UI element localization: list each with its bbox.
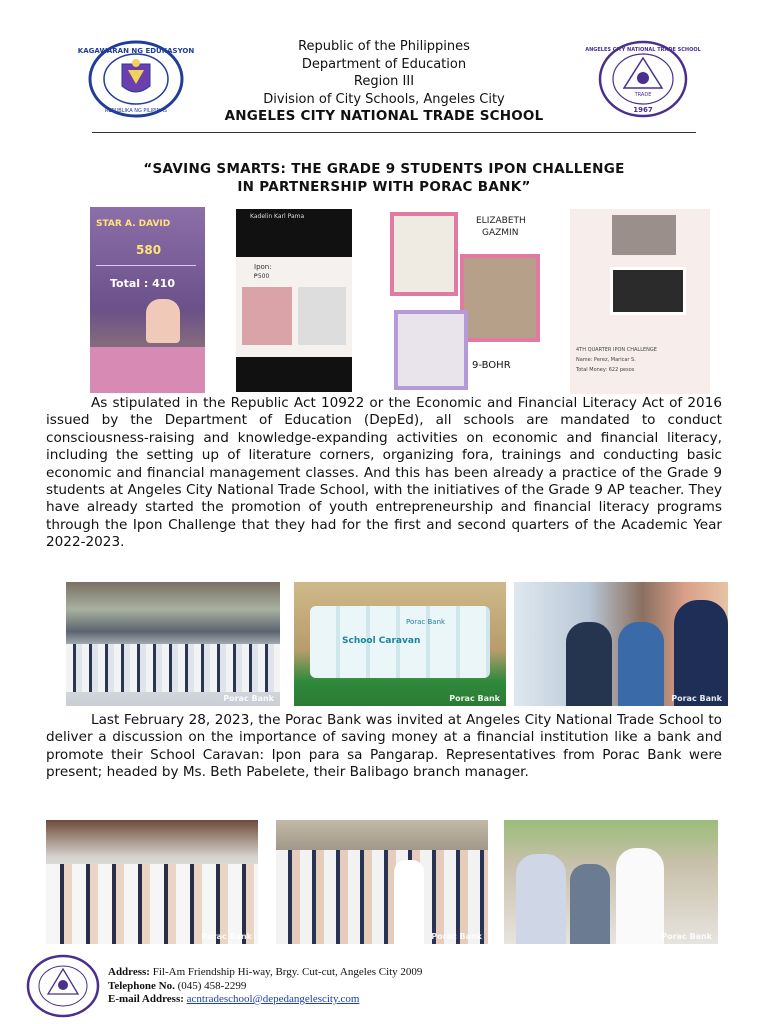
paragraph-porac-bank-visit: Last February 28, 2023, the Porac Bank was invited at Angeles City National Trade School to deliver a discussion on the importance of saving money at a financial institution like a bank and promote their School Caravan: Ipon para sa Pangarap. Representatives from Porac Bank were present; headed by Ms. Beth Pabelete, their Balibago branch manager. xyxy=(46,712,722,781)
photo-token-giving xyxy=(504,820,718,944)
photo-kadelin-header: Kadelin Karl Pama xyxy=(250,213,305,220)
photo-watermark: Porac Bank xyxy=(201,932,252,941)
article-title xyxy=(60,160,708,196)
photo-gazmin-name-line-1: ELIZABETH xyxy=(476,216,526,226)
photo-ipon-student xyxy=(146,299,180,343)
footer-contact xyxy=(108,966,422,1007)
footer-address-label: Address: xyxy=(108,966,150,978)
letterhead-line-region: Region III xyxy=(353,74,415,89)
photo-ipon-amount: 580 xyxy=(136,243,162,257)
footer-phone-row xyxy=(108,980,422,994)
photo-gazmin-coins xyxy=(460,254,540,342)
photo-watermark: Porac Bank xyxy=(223,694,274,703)
footer-acnts-seal-logo xyxy=(26,954,100,1018)
photo-ipon-name: STAR A. DAVID xyxy=(96,219,171,229)
photo-perez-name: Name: Perez, Maricar S. xyxy=(576,357,636,363)
acnts-seal-year: 1967 xyxy=(633,106,653,114)
photo-ipon-kadelin xyxy=(236,209,352,392)
photo-speaking-student xyxy=(394,860,424,944)
photo-perez-picture-2 xyxy=(610,267,686,315)
footer-address: Fil-Am Friendship Hi-way, Brgy. Cut-cut, Angeles City 2009 xyxy=(152,966,423,978)
footer-email-link[interactable]: acntradeschool@depedangelescity.com xyxy=(186,993,360,1005)
photo-students-seated-1 xyxy=(46,820,258,944)
footer-phone-label: Telephone No. xyxy=(108,979,175,992)
photo-kadelin-ipon-value: ₱500 xyxy=(254,273,270,280)
photo-gazmin-name-line-2: GAZMIN xyxy=(482,228,519,238)
photo-caravan-coin-banks xyxy=(310,606,490,678)
letterhead-line-division: Division of City Schools, Angeles City xyxy=(263,91,505,107)
header-divider xyxy=(92,132,696,133)
photo-token-teacher xyxy=(616,848,664,944)
photo-porac-bank-representatives xyxy=(514,582,728,706)
photo-gazmin-portrait xyxy=(394,310,468,390)
photo-token-representative xyxy=(570,864,610,944)
footer-phone: (045) 458-2299 xyxy=(177,979,247,992)
photo-kadelin-items xyxy=(242,287,292,345)
photo-ipon-note-line xyxy=(96,265,196,266)
photo-gazmin-section: 9-BOHR xyxy=(472,360,511,371)
letterhead xyxy=(190,38,578,126)
photo-ipon-star-david xyxy=(90,207,205,393)
article-title-line-1: “SAVING SMARTS: THE GRADE 9 STUDENTS IPON CHALLENGE xyxy=(143,161,625,177)
deped-seal-text: KAGAWARAN NG EDUKASYON xyxy=(77,47,195,55)
photo-students-assembly xyxy=(66,582,280,706)
photo-rep-1 xyxy=(566,622,612,706)
letterhead-line-deped: Department of Education xyxy=(301,56,467,72)
photo-rep-3 xyxy=(674,600,728,706)
photo-kadelin-screen xyxy=(236,257,352,357)
photo-school-caravan-banks xyxy=(294,582,506,706)
letterhead-line-republic: Republic of the Philippines xyxy=(298,39,470,54)
deped-seal-bottom-text: REPUBLIKA NG PILIPINAS xyxy=(105,108,167,114)
article-title-line-2: IN PARTNERSHIP WITH PORAC BANK” xyxy=(237,179,531,195)
photo-watermark: Porac Bank xyxy=(661,932,712,941)
photo-watermark: Porac Bank xyxy=(671,694,722,703)
photo-gazmin-notes xyxy=(390,212,458,296)
acnts-seal-logo xyxy=(585,40,701,118)
photo-rep-2 xyxy=(618,622,664,706)
acnts-seal-text: ANGELES CITY NATIONAL TRADE SCHOOL xyxy=(585,47,701,53)
photo-perez-picture-1 xyxy=(612,215,676,255)
footer-email-row xyxy=(108,993,422,1007)
footer-email-label: E-mail Address: xyxy=(108,993,184,1005)
acnts-seal-inner-text: TRADE xyxy=(634,92,652,98)
photo-kadelin-ipon-label: Ipon: xyxy=(254,263,272,271)
photo-ipon-maricar-perez xyxy=(570,209,710,394)
photo-seated-students-2 xyxy=(276,850,488,944)
deped-seal-logo xyxy=(77,40,195,118)
photo-ipon-total: Total : 410 xyxy=(110,277,176,290)
photo-ipon-items xyxy=(90,347,205,393)
footer-address-row xyxy=(108,966,422,980)
paragraph-financial-literacy: As stipulated in the Republic Act 10922 or the Economic and Financial Literacy Act of 2016 issued by the Department of Education (DepEd), all schools are mandated to conduct consciousness-raising and knowledge-expanding activities on economic and financial literacy, including the setting up of literature corners, organizing fora, trainings and conducting basic economic and financial management classes. And this has been already a practice of the Grade 9 students at Angeles City National Trade School, with the initiatives of the Grade 9 AP teacher. They have already started the promotion of youth entrepreneurship and financial literacy programs through the Ipon Challenge that they had for the first and second quarters of the Academic Year 2022-2023. xyxy=(46,395,722,551)
photo-watermark: Porac Bank xyxy=(431,932,482,941)
photo-watermark: Porac Bank xyxy=(449,694,500,703)
photo-perez-total: Total Money: 622 pesos xyxy=(576,367,635,373)
photo-kadelin-list xyxy=(298,287,346,345)
photo-token-student xyxy=(516,854,566,944)
photo-perez-heading: 4TH QUARTER IPON CHALLENGE xyxy=(576,347,657,353)
photo-student-speaking xyxy=(276,820,488,944)
school-name: ANGELES CITY NATIONAL TRADE SCHOOL xyxy=(224,108,544,124)
photo-caravan-label: School Caravan xyxy=(342,636,421,646)
photo-assembly-crowd xyxy=(66,644,280,692)
photo-caravan-brand: Porac Bank xyxy=(406,618,446,626)
photo-ipon-collage-gazmin xyxy=(390,212,542,392)
